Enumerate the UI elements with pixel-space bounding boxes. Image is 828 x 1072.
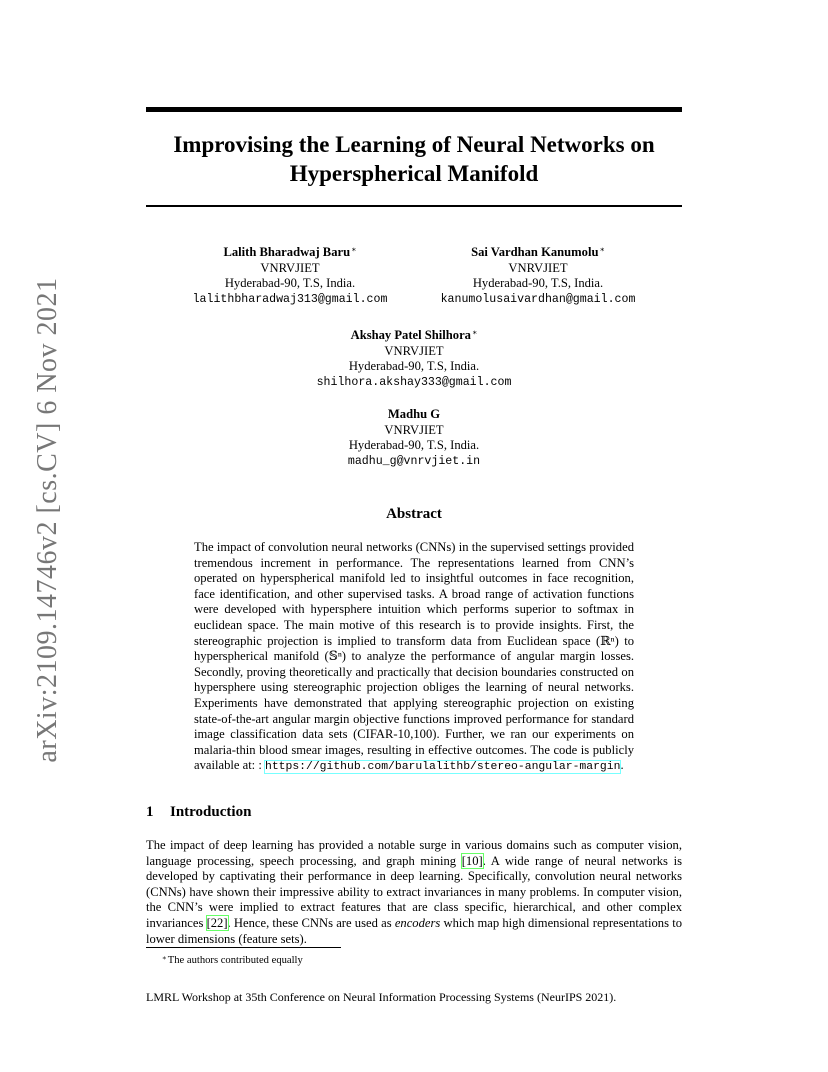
citation-link[interactable]: [22] [206, 915, 228, 930]
author-block-1: Lalith Bharadwaj Baru∗ VNRVJIET Hyderabad-90, T.S, India. lalithbharadwaj313@gmail.com [170, 242, 410, 307]
author-address: Hyderabad-90, T.S, India. [348, 438, 480, 453]
title-bottom-rule [146, 205, 682, 207]
abstract-text: The impact of convolution neural networks (CNNs) in the supervised settings provided tremendous increment in performance. The representations learned from CNN’s operated on hyperspherical manifold led to insightful outcomes in face recognition, face identification, and other supervised tasks. A broad range of activation functions were developed with hypersphere intuition which performs superior to softmax in euclidean space. The main motive of this research is to provide insights. First, the stereographic projection is implied to transform data from Euclidean space (ℝⁿ) to hyperspherical manifold (𝕊ⁿ) to analyze the performance of angular margin losses. Secondly, proving theoretically and practically that decision boundaries constructed on hypersphere using stereographic projection obliges the learning of neural networks. Experiments have demonstrated that applying stereographic projection on existing state-of-the-art angular margin objective functions improved performance for standard image classification data sets (CIFAR-10,100). Further, we ran our experiments on malaria-thin blood smear images, resulting in effective outcomes. The code is publicly available at: : https://github.com/barulalithb/stereo-angular-margin. [194, 540, 634, 774]
section-title: Introduction [170, 804, 252, 820]
author-address: Hyderabad-90, T.S, India. [348, 359, 480, 374]
author-block-4 [294, 407, 534, 469]
author-address: Hyderabad-90, T.S, India. [224, 276, 356, 291]
author-name: Madhu G [387, 407, 441, 421]
author-name: Sai Vardhan Kanumolu [471, 245, 599, 259]
author-email[interactable]: kanumolusaivardhan@gmail.com [440, 292, 636, 306]
venue-note: LMRL Workshop at 35th Conference on Neural Information Processing Systems (NeurIPS 2021). [146, 990, 617, 1004]
footnote: ∗The authors contributed equally [162, 954, 303, 966]
author-affiliation: VNRVJIET [508, 260, 568, 275]
author-email[interactable]: lalithbharadwaj313@gmail.com [192, 292, 388, 306]
section-heading-introduction [146, 804, 251, 821]
author-name: Lalith Bharadwaj Baru [223, 245, 351, 259]
paper-title: Improvising the Learning of Neural Networks on Hyperspherical Manifold [173, 132, 655, 186]
author-affiliation: VNRVJIET [384, 343, 444, 358]
author-address: Hyderabad-90, T.S, India. [472, 276, 604, 291]
code-link[interactable]: https://github.com/barulalithb/stereo-angular-margin [264, 761, 621, 774]
author-name: Akshay Patel Shilhora [350, 328, 471, 342]
footnote-rule [146, 947, 341, 948]
introduction-paragraph: The impact of deep learning has provided a notable surge in various domains such as computer vision, language processing, speech processing, and graph mining [10]. A wide range of neural networks is developed by captivating their performance in deep learning. Specifically, convolution neural networks (CNNs) have shown their impressive ability to extract invariances in many problems. In computer vision, the CNN’s were implied to extract features that are class specific, hierarchical, and other complex invariances [22]. Hence, these CNNs are used as encoders which map high dimensional representations to lower dimensions (feature sets). [146, 838, 682, 946]
title-top-rule [146, 107, 682, 112]
author-email[interactable]: madhu_g@vnrvjiet.in [347, 454, 481, 468]
section-number: 1 [146, 804, 154, 820]
author-email[interactable]: shilhora.akshay333@gmail.com [316, 375, 512, 389]
citation-link[interactable]: [10] [461, 853, 483, 868]
author-block-2: Sai Vardhan Kanumolu∗ VNRVJIET Hyderabad-90, T.S, India. kanumolusaivardhan@gmail.com [418, 242, 658, 307]
author-block-3: Akshay Patel Shilhora∗ VNRVJIET Hyderabad-90, T.S, India. shilhora.akshay333@gmail.com [294, 325, 534, 390]
abstract-heading: Abstract [386, 506, 442, 522]
author-affiliation: VNRVJIET [384, 422, 444, 437]
author-affiliation: VNRVJIET [260, 260, 320, 275]
